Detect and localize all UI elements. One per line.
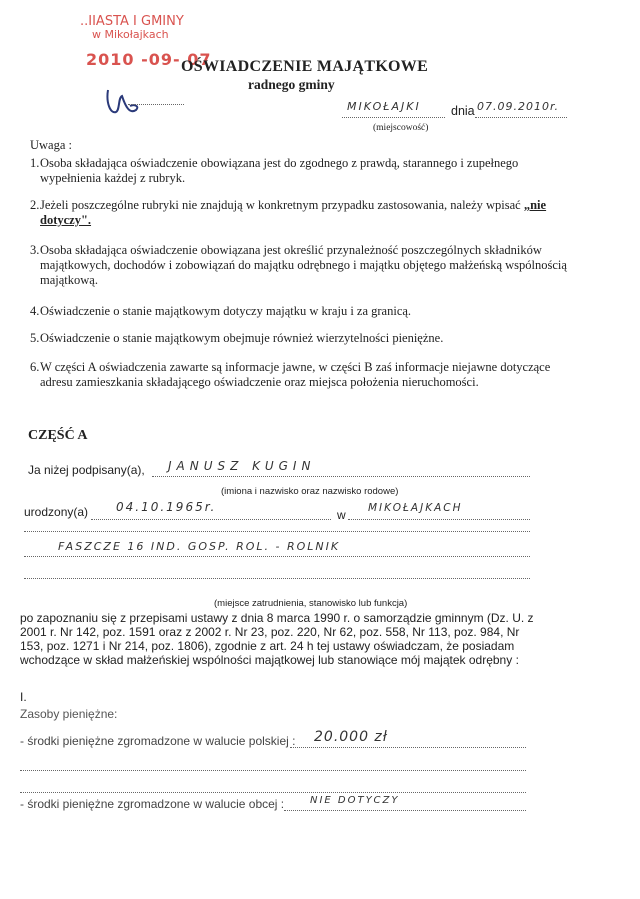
note-text: Jeżeli poszczególne rubryki nie znajdują w konkretnym przypadku zastosowania, należy wpisać	[40, 198, 524, 212]
born-place-value: MIKOŁAJKACH	[368, 502, 463, 514]
note-number: 6.	[30, 360, 40, 374]
notes-heading: Uwaga :	[30, 138, 72, 152]
foreign-label: - środki pieniężne zgromadzone w walucie obcej :	[20, 797, 285, 811]
note-item	[30, 304, 570, 319]
note-text: Osoba składająca oświadczenie obowiązana jest do zgodnego z prawdą, starannego i zupełnego wypełnienia każdej z rubryk.	[40, 156, 519, 185]
note-number: 2.	[30, 198, 40, 212]
employment-caption: (miejsce zatrudnienia, stanowisko lub funkcja)	[214, 598, 408, 609]
section-number: I.	[20, 690, 27, 704]
date-value: 07.09.2010r.	[477, 100, 559, 113]
note-text: Oświadczenie o stanie majątkowym obejmuje również wierzytelności pieniężne.	[40, 331, 444, 345]
blank-line	[20, 780, 526, 793]
note-number: 5.	[30, 331, 40, 345]
note-text: Osoba składająca oświadczenie obowiązana jest określić przynależność poszczególnych składników majątkowych, dochodów i zobowiązań do majątku odrębnego i majątku objętego małżeńską wspólnością majątkową.	[40, 243, 567, 287]
pln-label: - środki pieniężne zgromadzone w walucie polskiej :	[20, 734, 296, 748]
note-item	[30, 243, 570, 288]
place-caption: (miejscowość)	[373, 123, 429, 133]
foreign-value: NIE DOTYCZY	[310, 795, 400, 806]
page-subtitle: radnego gminy	[248, 77, 335, 92]
page-title: OŚWIADCZENIE MAJĄTKOWE	[181, 58, 429, 75]
stamp-date: 2010 -09- 07	[86, 50, 212, 69]
blank-line	[24, 521, 530, 532]
born-date-value: 04.10.1965r.	[116, 500, 217, 514]
note-number: 4.	[30, 304, 40, 318]
note-emphasis: „nie dotyczy".	[40, 198, 547, 227]
note-item	[30, 198, 570, 228]
stamp-location-line: w Mikołajkach	[92, 28, 169, 41]
signed-caption: (imiona i nazwisko oraz nazwisko rodowe)	[221, 486, 399, 497]
section-title: Zasoby pieniężne:	[20, 707, 118, 721]
born-label: urodzony(a)	[24, 505, 89, 519]
signature-line	[128, 104, 184, 105]
blank-line	[20, 758, 526, 771]
pln-value: 20.000 zł	[314, 729, 388, 745]
born-in-label: w	[337, 508, 346, 522]
note-number: 3.	[30, 243, 40, 257]
note-item	[30, 156, 570, 186]
employment-value: FASZCZE 16 IND. GOSP. ROL. - ROLNIK	[58, 540, 341, 553]
signed-value: JANUSZ KUGIN	[168, 459, 316, 473]
note-text: W części A oświadczenia zawarte są informacje jawne, w części B zaś informacje niejawne dotyczące adresu zamieszkania składającego oświadczenie oraz miejsca położenia nieruchomości.	[40, 360, 551, 389]
signed-label: Ja niżej podpisany(a),	[28, 463, 145, 477]
stamp-office-line: ..IIASTA I GMINY	[80, 14, 184, 29]
blank-line	[24, 564, 530, 579]
note-number: 1.	[30, 156, 40, 170]
place-value: MIKOŁAJKI	[347, 100, 421, 113]
note-text: Oświadczenie o stanie majątkowym dotyczy majątku w kraju i za granicą.	[40, 304, 412, 318]
note-item	[30, 331, 570, 346]
date-label: dnia	[451, 104, 475, 118]
section-heading: CZĘŚĆ A	[28, 428, 88, 443]
statement-paragraph: po zapoznaniu się z przepisami ustawy z dnia 8 marca 1990 r. o samorządzie gminnym (Dz. U. z 2001 r. Nr 142, poz. 1591 oraz z 2002 r. Nr 23, poz. 220, Nr 62, poz. 558, Nr 113, poz. 984, Nr 153, poz. 1271 i Nr 214, poz. 1806), zgodnie z art. 24 h tej ustawy oświadczam, że posiadam wchodzące w skład małżeńskiej wspólności majątkowej lub stanowiące mój majątek odrębny :	[20, 611, 534, 667]
note-item	[30, 360, 570, 390]
